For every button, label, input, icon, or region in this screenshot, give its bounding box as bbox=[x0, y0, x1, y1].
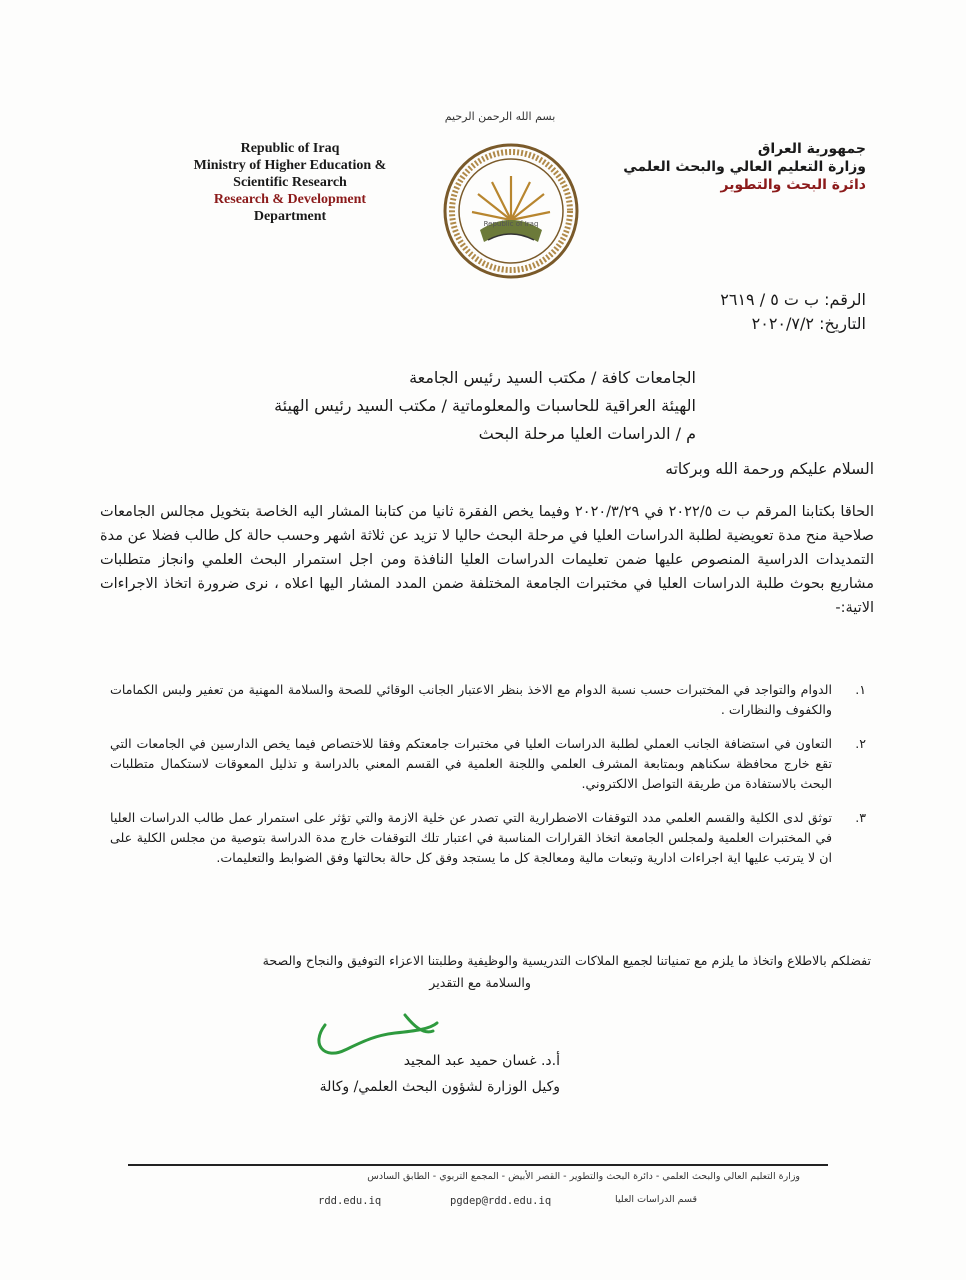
ar-department: دائرة البحث والتطوير bbox=[720, 177, 866, 193]
footer-divider bbox=[128, 1164, 828, 1166]
recipients-block bbox=[156, 364, 696, 448]
signer-title: وكيل الوزارة لشؤون البحث العلمي/ وكالة bbox=[319, 1079, 560, 1095]
signer-block bbox=[220, 1048, 560, 1100]
list-item bbox=[110, 734, 866, 794]
footer-email: pgdep@rdd.edu.iq bbox=[450, 1195, 552, 1207]
en-country: Republic of Iraq bbox=[240, 141, 340, 156]
reference-number: الرقم: ب ت ٥ / ٢٦١٩ bbox=[720, 290, 866, 309]
ar-country: جمهورية العراق bbox=[757, 141, 866, 157]
items-list bbox=[110, 680, 866, 882]
english-letterhead bbox=[160, 140, 420, 225]
footer-website: rdd.edu.iq bbox=[318, 1195, 382, 1207]
reference-date: التاريخ: ٢٠٢٠/٧/٢ bbox=[751, 314, 866, 333]
item-number: ٢. bbox=[855, 736, 866, 751]
en-ministry: Ministry of Higher Education & bbox=[193, 158, 387, 173]
closing-regards: والسلامة مع التقدير bbox=[429, 975, 531, 990]
ministry-seal-icon bbox=[440, 140, 582, 282]
basmala: بسم الله الرحمن الرحيم bbox=[444, 110, 556, 123]
recipient-authority: الهيئة العراقية للحاسبات والمعلوماتية / مكتب السيد رئيس الهيئة bbox=[274, 396, 696, 415]
en-department-cont: Department bbox=[253, 209, 327, 224]
closing-line: تفضلكم بالاطلاع واتخاذ ما يلزم مع تمنياتنا لجميع الملاكات التدريسية والوظيفية وطلبتنا الاعزاء التوفيق والنجاح والصحة bbox=[262, 953, 871, 968]
subject-line: م / الدراسات العليا مرحلة البحث bbox=[478, 424, 696, 443]
list-item bbox=[110, 680, 866, 720]
signer-name: أ.د. غسان حميد عبد المجيد bbox=[403, 1053, 560, 1069]
footer-department: قسم الدراسات العليا bbox=[615, 1194, 697, 1205]
list-item bbox=[110, 808, 866, 868]
reference-block bbox=[606, 288, 866, 336]
item-number: ١. bbox=[855, 682, 866, 697]
item-text: التعاون في استضافة الجانب العملي لطلبة الدراسات العليا في مختبرات جامعتكم وفقا للاختصاص فيما يخص الدارسين في الجامعات التي تقع خارج محافظة سكناهم وبمتابعة المشرف العلمي واللجنة العلمية في القسم المعني بالدراسة و تذليل المعوقات لاستكمال متطلبات البحث بالاستفادة من طريقة التواصل الالكتروني. bbox=[110, 736, 832, 791]
item-text: الدوام والتواجد في المختبرات حسب نسبة الدوام مع الاخذ بنظر الاعتبار الجانب الوقائي للصحة والسلامة المهنية من تعفير ولبس الكمامات والكفوف والنظارات . bbox=[110, 682, 832, 717]
recipient-universities: الجامعات كافة / مكتب السيد رئيس الجامعة bbox=[409, 368, 696, 387]
en-department: Research & Development bbox=[213, 192, 367, 207]
item-number: ٣. bbox=[855, 810, 866, 825]
greeting: السلام عليكم ورحمة الله وبركاته bbox=[665, 460, 874, 478]
item-text: توثق لدى الكلية والقسم العلمي مدد التوقفات الاضطرارية التي تصدر عن خلية الازمة والتي تؤثر على استمرار عمل طالب الدراسات العليا في المختبرات العلمية ولمجلس الجامعة اتخاذ القرارات المناسبة في اعتبار تلك التوقفات خارج مدة الدراسة بتوصية من مجلس الكلية على ان لا يترتب عليها اية اجراءات ادارية وتبعات مالية ومعالجة كل ما يستجد وفق كل حالة بحالتها وفق الضوابط والتعليمات. bbox=[110, 810, 832, 865]
closing-block bbox=[120, 950, 871, 994]
footer-address: وزارة التعليم العالي والبحث العلمي - دائرة البحث والتطوير - القصر الأبيض - المجمع التربوي - الطابق السادس bbox=[367, 1171, 800, 1182]
body-paragraph: الحاقا بكتابنا المرقم ب ت ٢٠٢٢/٥ في ٢٠٢٠/٣/٢٩ وفيما يخص الفقرة ثانيا من كتابنا المشار اليه الخاصة بتخويل مجالس الجامعات صلاحية منح مدة تعويضية لطلبة الدراسات العليا في مرحلة البحث حاليا لا تزيد عن ثلاثة اشهر وحسب حالة كل طالب فضلا عن مدة التمديدات الدراسية المنصوص عليها ضمن تعليمات الدراسات العليا النافذة ومن اجل استمرار البحث العلمي وانجاز متطلبات مشاريع بحوث طلبة الدراسات العليا في مختبرات الجامعة المختلفة ضمن المدد المشار اليها اعلاه ، نرى ضرورة اتخاذ الاجراءات الاتية:- bbox=[100, 504, 874, 616]
ar-ministry: وزارة التعليم العالي والبحث العلمي bbox=[623, 159, 866, 175]
en-ministry-cont: Scientific Research bbox=[233, 175, 347, 190]
arabic-letterhead bbox=[596, 140, 866, 194]
seal-caption: Republic of Iraq bbox=[483, 220, 539, 228]
